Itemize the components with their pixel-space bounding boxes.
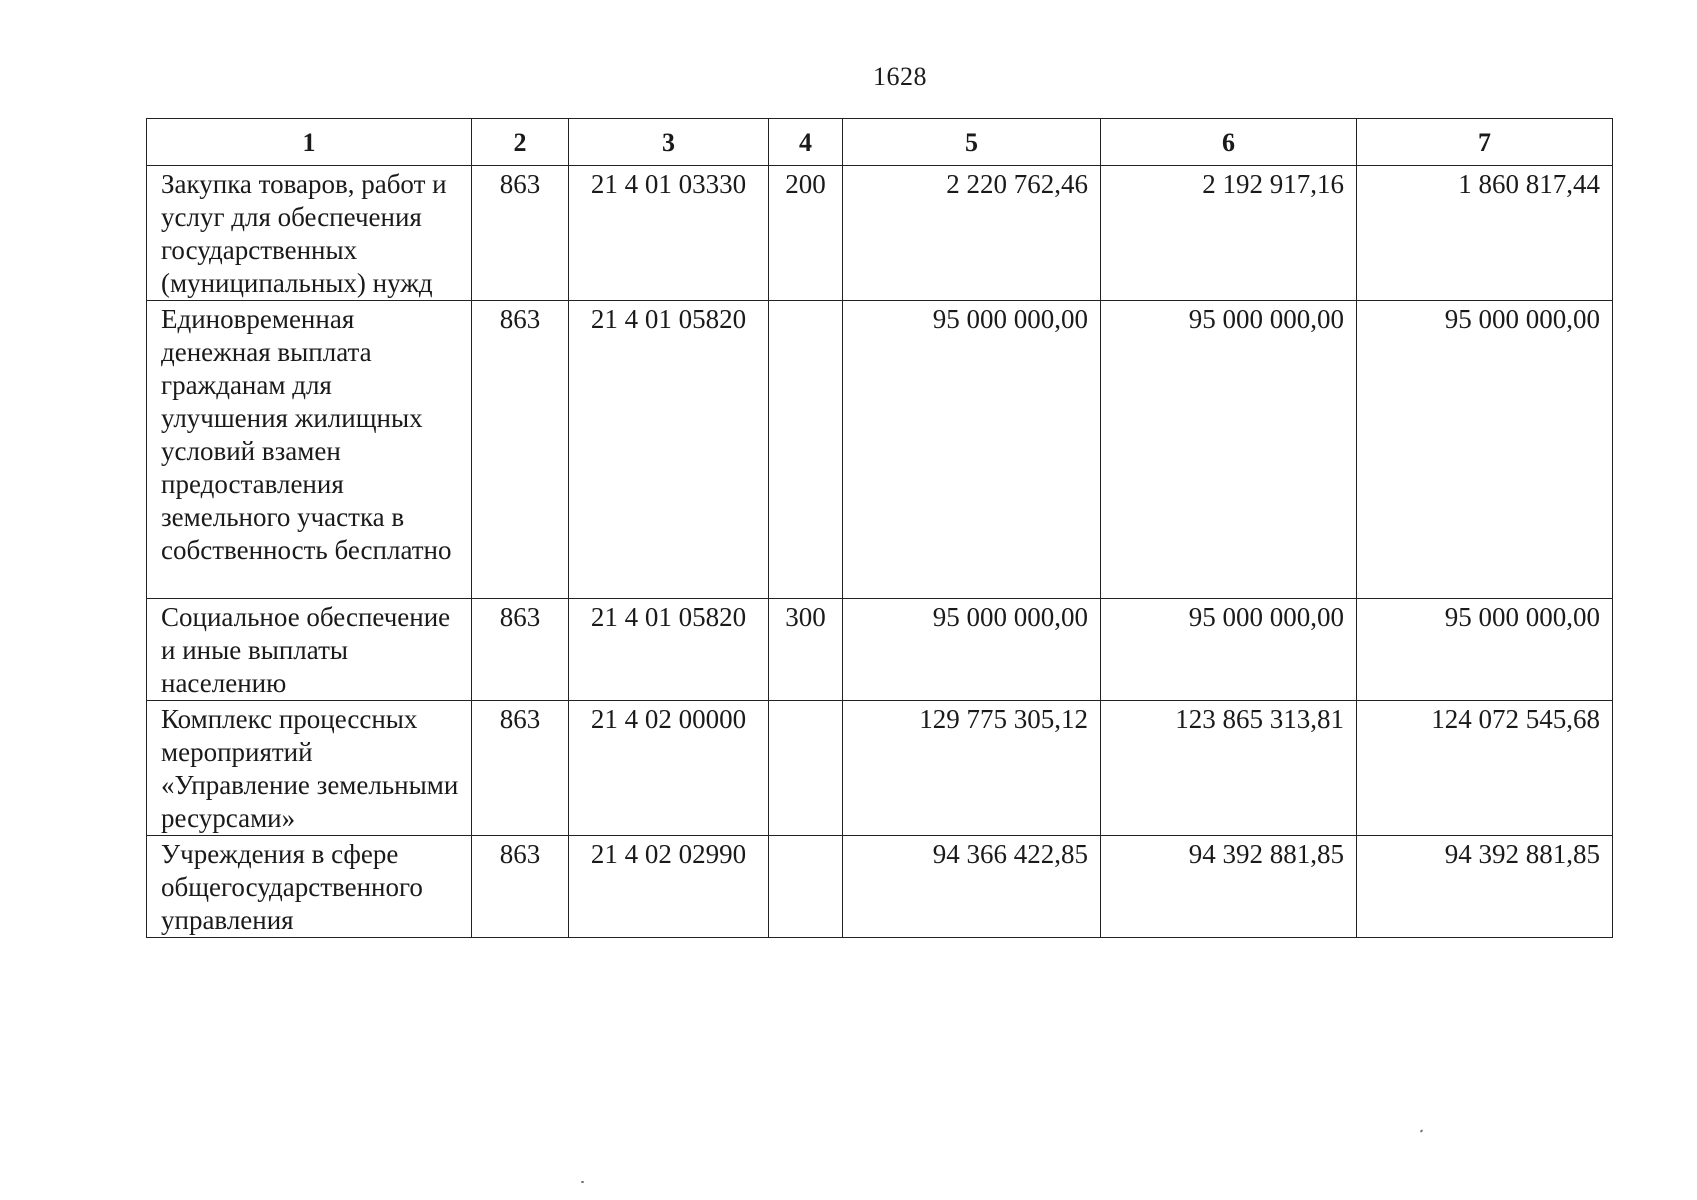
column-header: 5 (843, 119, 1101, 166)
amount-col6: 123 865 313,81 (1101, 701, 1357, 836)
table-row (147, 301, 1613, 599)
expense-type-code (769, 301, 843, 599)
amount-col7: 94 392 881,85 (1357, 836, 1613, 938)
column-header: 7 (1357, 119, 1613, 166)
column-header: 2 (472, 119, 569, 166)
table-row (147, 599, 1613, 701)
amount-col7: 1 860 817,44 (1357, 166, 1613, 301)
expense-type-code (769, 701, 843, 836)
page-number: 1628 (873, 62, 927, 91)
target-article-code: 21 4 02 02990 (569, 836, 769, 938)
expense-type-code (769, 836, 843, 938)
ministry-code: 863 (472, 599, 569, 701)
amount-col5: 94 366 422,85 (843, 836, 1101, 938)
target-article-code: 21 4 01 05820 (569, 599, 769, 701)
amount-col7: 124 072 545,68 (1357, 701, 1613, 836)
target-article-code: 21 4 01 05820 (569, 301, 769, 599)
row-name: Социальное обеспечение и иные выплаты населению (147, 599, 472, 701)
target-article-code: 21 4 01 03330 (569, 166, 769, 301)
amount-col6: 94 392 881,85 (1101, 836, 1357, 938)
amount-col7: 95 000 000,00 (1357, 301, 1613, 599)
table-row (147, 701, 1613, 836)
amount-col5: 2 220 762,46 (843, 166, 1101, 301)
budget-table (146, 118, 1613, 938)
ministry-code: 863 (472, 836, 569, 938)
amount-col7: 95 000 000,00 (1357, 599, 1613, 701)
header-row (147, 119, 1613, 166)
column-header: 4 (769, 119, 843, 166)
table-row (147, 166, 1613, 301)
expense-type-code: 300 (769, 599, 843, 701)
amount-col5: 129 775 305,12 (843, 701, 1101, 836)
row-name: Закупка товаров, работ и услуг для обеспечения государственных (муниципальных) нужд (147, 166, 472, 301)
expense-type-code: 200 (769, 166, 843, 301)
scan-speck (1420, 1129, 1424, 1132)
amount-col6: 95 000 000,00 (1101, 599, 1357, 701)
row-name: Единовременная денежная выплата гражданам для улучшения жилищных условий взамен предоставления земельного участка в собственность бесплатно (147, 301, 472, 599)
amount-col6: 2 192 917,16 (1101, 166, 1357, 301)
amount-col6: 95 000 000,00 (1101, 301, 1357, 599)
scan-speck (581, 1181, 584, 1183)
amount-col5: 95 000 000,00 (843, 599, 1101, 701)
column-header: 1 (147, 119, 472, 166)
column-header: 3 (569, 119, 769, 166)
row-name: Комплекс процессных мероприятий «Управление земельными ресурсами» (147, 701, 472, 836)
row-name: Учреждения в сфере общегосударственного управления (147, 836, 472, 938)
table-row (147, 836, 1613, 938)
target-article-code: 21 4 02 00000 (569, 701, 769, 836)
amount-col5: 95 000 000,00 (843, 301, 1101, 599)
ministry-code: 863 (472, 301, 569, 599)
ministry-code: 863 (472, 701, 569, 836)
column-header: 6 (1101, 119, 1357, 166)
ministry-code: 863 (472, 166, 569, 301)
